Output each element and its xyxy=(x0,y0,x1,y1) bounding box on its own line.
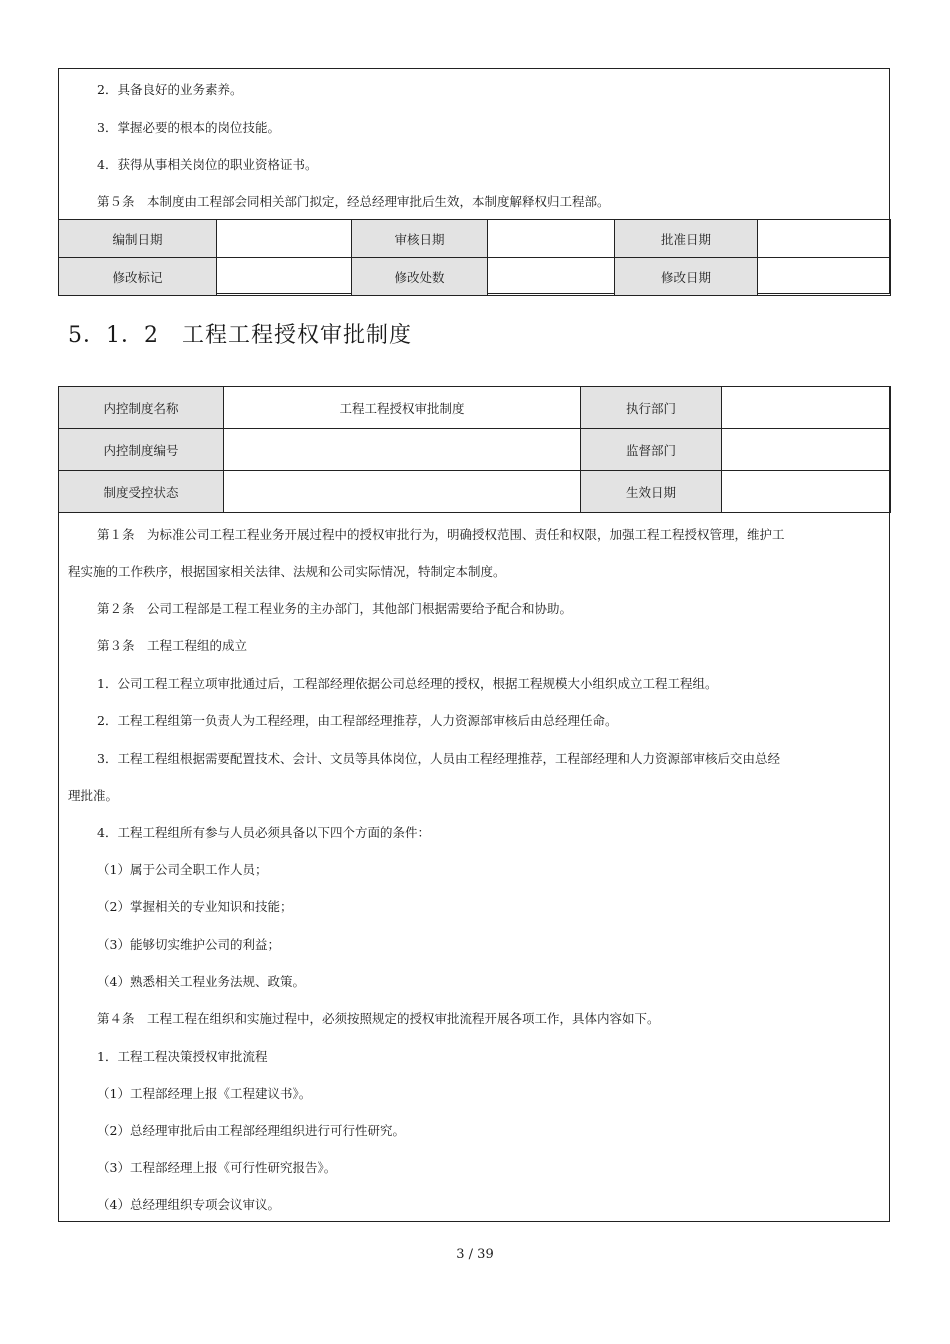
body-line: （4）熟悉相关工程业务法规、政策。 xyxy=(97,974,305,989)
compile-date-label: 编制日期 xyxy=(59,220,217,258)
policy-name-label: 内控制度名称 xyxy=(59,387,224,429)
policy-name-value: 工程工程授权审批制度 xyxy=(224,387,581,429)
requirement-item-3: 3．掌握必要的根本的岗位技能。 xyxy=(97,120,280,135)
body-line: 程实施的工作秩序，根据国家相关法律、法规和公司实际情况，特制定本制度。 xyxy=(68,564,506,579)
control-status-value xyxy=(224,471,581,513)
policy-code-value xyxy=(224,429,581,471)
body-line: （1）工程部经理上报《工程建议书》。 xyxy=(97,1086,312,1101)
body-line: 第３条 工程工程组的成立 xyxy=(97,638,248,653)
revision-mark-label: 修改标记 xyxy=(59,258,217,296)
body-line: 第４条 工程工程在组织和实施过程中，必须按照规定的授权审批流程开展各项工作，具体内容如下。 xyxy=(97,1011,660,1026)
revision-count-label: 修改处数 xyxy=(352,258,488,296)
revision-table xyxy=(58,219,891,296)
body-line: 第２条 公司工程部是工程工程业务的主办部门，其他部门根据需要给予配合和协助。 xyxy=(97,601,573,616)
body-line: 1．公司工程工程立项审批通过后，工程部经理依据公司总经理的授权，根据工程规模大小组织成立工程工程组。 xyxy=(97,676,718,691)
revision-date-label: 修改日期 xyxy=(615,258,758,296)
compile-date-value xyxy=(217,220,352,258)
requirement-item-2: 2．具备良好的业务素养。 xyxy=(97,82,243,97)
policy-box xyxy=(58,386,890,1222)
control-status-label: 制度受控状态 xyxy=(59,471,224,513)
body-line: （3）能够切实维护公司的利益； xyxy=(97,937,280,952)
body-line: 第１条 为标准公司工程工程业务开展过程中的授权审批行为，明确授权范围、责任和权限，加强工程工程授权管理，维护工 xyxy=(97,527,785,542)
body-line: 4．工程工程组所有参与人员必须具备以下四个方面的条件： xyxy=(97,825,430,840)
policy-info-table xyxy=(58,386,891,513)
body-line: 理批准。 xyxy=(68,788,119,803)
body-line: （1）属于公司全职工作人员； xyxy=(97,862,268,877)
effective-date-label: 生效日期 xyxy=(581,471,722,513)
approve-date-value xyxy=(758,220,891,258)
effective-date-value xyxy=(722,471,891,513)
exec-dept-value xyxy=(722,387,891,429)
article-5-text: 第５条 本制度由工程部会同相关部门拟定，经总经理审批后生效，本制度解释权归工程部。 xyxy=(97,194,610,209)
body-line: （2）掌握相关的专业知识和技能； xyxy=(97,899,293,914)
body-line: 2．工程工程组第一负责人为工程经理，由工程部经理推荐，人力资源部审核后由总经理任命。 xyxy=(97,713,618,728)
review-date-label: 审核日期 xyxy=(352,220,488,258)
supervise-dept-label: 监督部门 xyxy=(581,429,722,471)
revision-date-value xyxy=(758,258,891,296)
body-line: （4）总经理组织专项会议审议。 xyxy=(97,1197,280,1212)
requirement-item-4: 4．获得从事相关岗位的职业资格证书。 xyxy=(97,157,318,172)
revision-mark-value xyxy=(217,258,352,296)
policy-code-label: 内控制度编号 xyxy=(59,429,224,471)
body-line: （3）工程部经理上报《可行性研究报告》。 xyxy=(97,1160,337,1175)
page-number: 3 / 39 xyxy=(456,1247,494,1262)
previous-section-box xyxy=(58,68,890,294)
body-line: 3．工程工程组根据需要配置技术、会计、文员等具体岗位，人员由工程经理推荐，工程部经理和人力资源部审核后交由总经 xyxy=(97,751,780,766)
review-date-value xyxy=(488,220,615,258)
exec-dept-label: 执行部门 xyxy=(581,387,722,429)
approve-date-label: 批准日期 xyxy=(615,220,758,258)
body-line: 1．工程工程决策授权审批流程 xyxy=(97,1049,268,1064)
body-line: （2）总经理审批后由工程部经理组织进行可行性研究。 xyxy=(97,1123,405,1138)
revision-count-value xyxy=(488,258,615,296)
section-heading: 5．1．2 工程工程授权审批制度 xyxy=(68,323,412,348)
supervise-dept-value xyxy=(722,429,891,471)
